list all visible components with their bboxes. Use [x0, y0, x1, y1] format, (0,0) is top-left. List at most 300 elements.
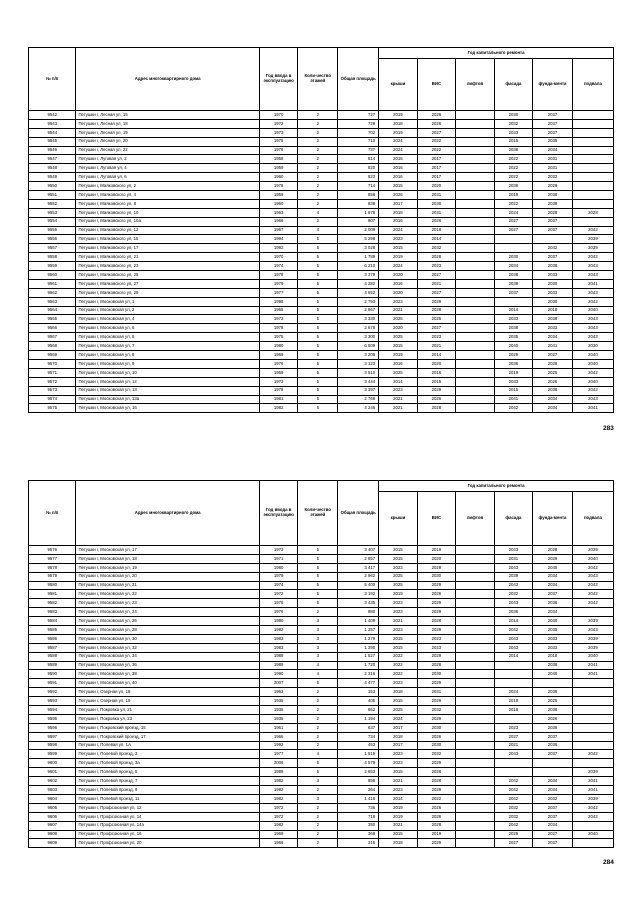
cell-year: 1978: [259, 271, 297, 280]
cell-area: 814: [338, 155, 379, 164]
cell-year: 1998: [259, 297, 297, 306]
cell-facade: 2023: [494, 723, 532, 732]
cell-floors: 3: [298, 777, 338, 786]
cell-facade: 2042: [494, 404, 532, 413]
cell-basement: [572, 759, 613, 768]
cell-address: Петушки г, Московская ул, 23: [76, 599, 259, 608]
cell-vis: 2019: [417, 546, 455, 555]
cell-num: 9606: [29, 812, 76, 821]
cell-roof: 2015: [379, 830, 417, 839]
cell-foundation: 2040: [533, 617, 573, 626]
cell-vis: 2018: [417, 226, 455, 235]
header-facade: фасада: [494, 59, 532, 111]
cell-year: 1966: [259, 839, 297, 848]
cell-basement: 2042: [572, 297, 613, 306]
header-floors: Коли-чество этажей: [298, 48, 338, 111]
table-row: [29, 271, 614, 280]
cell-elevators: [456, 119, 494, 128]
cell-floors: 4: [298, 670, 338, 679]
cell-floors: 4: [298, 208, 338, 217]
cell-roof: 2025: [379, 581, 417, 590]
cell-floors: 2: [298, 137, 338, 146]
cell-vis: 2028: [417, 617, 455, 626]
cell-roof: 2023: [379, 759, 417, 768]
cell-roof: 2016: [379, 155, 417, 164]
cell-vis: 2027: [417, 271, 455, 280]
cell-basement: 2039: [572, 617, 613, 626]
cell-area: 2 962: [338, 572, 379, 581]
cell-year: 1969: [259, 351, 297, 360]
cell-basement: [572, 137, 613, 146]
cell-address: Петушки г, Московская ул, 32: [76, 643, 259, 652]
cell-facade: 2014: [494, 617, 532, 626]
cell-area: 5 400: [338, 581, 379, 590]
cell-area: 1 720: [338, 661, 379, 670]
cell-vis: 2029: [417, 563, 455, 572]
cell-area: 820: [338, 164, 379, 173]
table-row: [29, 111, 614, 120]
cell-num: 9597: [29, 732, 76, 741]
cell-address: Петушки г, Лесная ул, 22: [76, 146, 259, 155]
cell-facade: 2021: [494, 741, 532, 750]
cell-roof: 2021: [379, 404, 417, 413]
cell-vis: 2030: [417, 741, 455, 750]
cell-address: Петушки г, Полевой проезд, 7: [76, 777, 259, 786]
cell-area: 1 194: [338, 714, 379, 723]
cell-facade: 2043: [494, 599, 532, 608]
cell-floors: 2: [298, 173, 338, 182]
cell-address: Петушки г, Маяковского ул, 17: [76, 244, 259, 253]
cell-basement: 2042: [572, 563, 613, 572]
cell-address: Петушки г, Маяковского ул, 25: [76, 271, 259, 280]
cell-basement: [572, 741, 613, 750]
cell-area: 880: [338, 608, 379, 617]
table-row: [29, 368, 614, 377]
cell-year: 1982: [259, 404, 297, 413]
cell-floors: 4: [298, 750, 338, 759]
cell-area: 734: [338, 732, 379, 741]
cell-floors: 5: [298, 581, 338, 590]
cell-floors: 5: [298, 563, 338, 572]
table-row: [29, 386, 614, 395]
cell-vis: 2031: [417, 208, 455, 217]
cell-area: 4 477: [338, 679, 379, 688]
cell-year: 1983: [259, 634, 297, 643]
cell-year: 1967: [259, 226, 297, 235]
cell-roof: 2025: [379, 572, 417, 581]
cell-address: Петушки г, Покровский проезд, 15: [76, 723, 259, 732]
cell-basement: [572, 146, 613, 155]
cell-vis: 2026: [417, 111, 455, 120]
cell-basement: [572, 714, 613, 723]
cell-area: 1 416: [338, 794, 379, 803]
cell-facade: 2022: [494, 173, 532, 182]
cell-num: 9604: [29, 794, 76, 803]
cell-num: 9563: [29, 297, 76, 306]
cell-address: Петушки г, Московская ул, 18: [76, 554, 259, 563]
cell-vis: 2029: [417, 599, 455, 608]
cell-basement: 2042: [572, 599, 613, 608]
cell-address: Петушки г, Московская ул, 28: [76, 626, 259, 635]
cell-elevators: [456, 652, 494, 661]
cell-vis: 2016: [417, 368, 455, 377]
cell-facade: 2015: [494, 386, 532, 395]
cell-elevators: [456, 262, 494, 271]
cell-foundation: 2025: [533, 697, 573, 706]
cell-year: 1990: [259, 670, 297, 679]
cell-elevators: [456, 732, 494, 741]
cell-facade: 2019: [494, 368, 532, 377]
cell-address: Петушки г, Полевой проезд, 3: [76, 750, 259, 759]
cell-area: 3 208: [338, 351, 379, 360]
cell-elevators: [456, 572, 494, 581]
cell-basement: 2039: [572, 235, 613, 244]
cell-area: 1 290: [338, 643, 379, 652]
cell-facade: 2029: [494, 830, 532, 839]
cell-basement: [572, 821, 613, 830]
cell-num: 9586: [29, 634, 76, 643]
cell-roof: 2021: [379, 395, 417, 404]
cell-area: 727: [338, 111, 379, 120]
cell-foundation: 2042: [533, 244, 573, 253]
cell-area: 1 878: [338, 208, 379, 217]
cell-roof: 2018: [379, 688, 417, 697]
table-row: [29, 794, 614, 803]
cell-year: 1963: [259, 688, 297, 697]
cell-basement: 2042: [572, 812, 613, 821]
cell-address: Петушки г, Маяковского ул, 4: [76, 191, 259, 200]
table-row: [29, 191, 614, 200]
cell-roof: 2018: [379, 119, 417, 128]
cell-basement: 2041: [572, 404, 613, 413]
cell-floors: 5: [298, 306, 338, 315]
cell-elevators: [456, 839, 494, 848]
cell-address: Петушки г, Лесная ул, 18: [76, 119, 259, 128]
cell-floors: 2: [298, 697, 338, 706]
table-row: [29, 235, 614, 244]
cell-num: 9591: [29, 679, 76, 688]
cell-address: Петушки г, Московская ул, 9: [76, 359, 259, 368]
cell-facade: 2032: [494, 590, 532, 599]
cell-elevators: [456, 386, 494, 395]
cell-facade: 2043: [494, 643, 532, 652]
cell-elevators: [456, 750, 494, 759]
cell-foundation: 2033: [533, 324, 573, 333]
header-area: Общая площадь: [338, 481, 379, 546]
cell-area: 1 789: [338, 253, 379, 262]
header-vis: ВИС: [417, 59, 455, 111]
cell-num: 9545: [29, 137, 76, 146]
cell-vis: 2014: [417, 235, 455, 244]
cell-floors: 5: [298, 279, 338, 288]
cell-num: 9546: [29, 146, 76, 155]
cell-floors: 4: [298, 661, 338, 670]
cell-roof: 2015: [379, 768, 417, 777]
cell-address: Петушки г, Профсоюзная ул, 16: [76, 830, 259, 839]
cell-foundation: 2036: [533, 723, 573, 732]
cell-basement: [572, 608, 613, 617]
cell-year: 1959: [259, 191, 297, 200]
cell-basement: 2040: [572, 830, 613, 839]
cell-basement: [572, 732, 613, 741]
cell-facade: 2032: [494, 803, 532, 812]
cell-facade: 2043: [494, 546, 532, 555]
cell-num: 9595: [29, 714, 76, 723]
cell-floors: 2: [298, 164, 338, 173]
cell-elevators: [456, 244, 494, 253]
cell-facade: 2043: [494, 634, 532, 643]
table-row: [29, 608, 614, 617]
cell-foundation: 2031: [533, 155, 573, 164]
cell-num: 9603: [29, 786, 76, 795]
cell-elevators: [456, 359, 494, 368]
cell-basement: 2043: [572, 324, 613, 333]
cell-year: 1965: [259, 306, 297, 315]
cell-elevators: [456, 563, 494, 572]
page-number: 283: [603, 425, 614, 432]
cell-basement: [572, 839, 613, 848]
table-row: [29, 714, 614, 723]
cell-vis: 2025: [417, 315, 455, 324]
cell-facade: [494, 768, 532, 777]
table-row: [29, 164, 614, 173]
cell-elevators: [456, 714, 494, 723]
cell-facade: 2036: [494, 146, 532, 155]
cell-num: 9568: [29, 342, 76, 351]
cell-address: Петушки г, Московская ул, 12: [76, 377, 259, 386]
table-row: [29, 759, 614, 768]
cell-area: 2 009: [338, 226, 379, 235]
cell-basement: [572, 164, 613, 173]
cell-elevators: [456, 395, 494, 404]
cell-basement: [572, 199, 613, 208]
cell-num: 9558: [29, 253, 76, 262]
cell-area: 6 210: [338, 262, 379, 271]
cell-num: 9583: [29, 608, 76, 617]
cell-floors: 2: [298, 111, 338, 120]
cell-facade: 2024: [494, 208, 532, 217]
cell-roof: 2015: [379, 554, 417, 563]
header-elevators: лифтов: [456, 492, 494, 546]
cell-vis: 2030: [417, 670, 455, 679]
cell-basement: 2041: [572, 670, 613, 679]
cell-area: 2 867: [338, 306, 379, 315]
cell-roof: 2019: [379, 253, 417, 262]
cell-address: Петушки г, Профсоюзная ул, 14а: [76, 821, 259, 830]
cell-elevators: [456, 377, 494, 386]
cell-facade: 2034: [494, 262, 532, 271]
cell-num: 9542: [29, 111, 76, 120]
cell-year: 2007: [259, 679, 297, 688]
cell-foundation: 2031: [533, 164, 573, 173]
cell-area: 6 509: [338, 342, 379, 351]
cell-vis: 2014: [417, 351, 455, 360]
cell-year: 1977: [259, 750, 297, 759]
cell-vis: 2032: [417, 706, 455, 715]
cell-address: Петушки г, Московская ул, 13: [76, 386, 259, 395]
cell-num: 9544: [29, 128, 76, 137]
cell-floors: 2: [298, 608, 338, 617]
cell-elevators: [456, 351, 494, 360]
cell-year: 1966: [259, 732, 297, 741]
table-row: [29, 821, 614, 830]
cell-foundation: 2018: [533, 652, 573, 661]
cell-basement: 2042: [572, 253, 613, 262]
cell-num: 9598: [29, 741, 76, 750]
cell-facade: [494, 244, 532, 253]
cell-year: 1994: [259, 235, 297, 244]
cell-elevators: [456, 812, 494, 821]
cell-foundation: 2037: [533, 226, 573, 235]
cell-floors: 5: [298, 768, 338, 777]
cell-area: 2 793: [338, 297, 379, 306]
cell-elevators: [456, 111, 494, 120]
cell-basement: 2040: [572, 554, 613, 563]
cell-num: 9556: [29, 235, 76, 244]
cell-foundation: 2030: [533, 279, 573, 288]
cell-address: Петушки г, Московская ул, 16: [76, 404, 259, 413]
cell-foundation: 2037: [533, 111, 573, 120]
cell-floors: 5: [298, 546, 338, 555]
cell-address: Петушки г, Лесная ул, 20: [76, 137, 259, 146]
cell-year: 1969: [259, 830, 297, 839]
cell-basement: 2040: [572, 377, 613, 386]
cell-address: Петушки г, Полевой проезд, 11: [76, 794, 259, 803]
cell-roof: 2019: [379, 111, 417, 120]
table-row: [29, 182, 614, 191]
cell-num: 9579: [29, 572, 76, 581]
cell-foundation: 2030: [533, 297, 573, 306]
cell-elevators: [456, 599, 494, 608]
cell-roof: 2019: [379, 803, 417, 812]
cell-address: Петушки г, Маяковского ул, 10: [76, 208, 259, 217]
cell-area: 5 298: [338, 235, 379, 244]
cell-vis: 2017: [417, 155, 455, 164]
cell-vis: 2029: [417, 759, 455, 768]
cell-basement: [572, 128, 613, 137]
cell-area: 2 653: [338, 768, 379, 777]
cell-elevators: [456, 581, 494, 590]
cell-num: 9576: [29, 546, 76, 555]
cell-roof: 2024: [379, 262, 417, 271]
cell-address: Петушки г, Полевой проезд, 9: [76, 786, 259, 795]
cell-vis: 2023: [417, 634, 455, 643]
cell-year: 1960: [259, 173, 297, 182]
cell-roof: 2015: [379, 244, 417, 253]
cell-year: 1982: [259, 786, 297, 795]
cell-basement: 2043: [572, 333, 613, 342]
cell-basement: 2040: [572, 306, 613, 315]
cell-roof: 2023: [379, 679, 417, 688]
cell-area: 3 435: [338, 599, 379, 608]
cell-floors: 2: [298, 128, 338, 137]
cell-year: 1982: [259, 777, 297, 786]
cell-address: Петушки г, Маяковского ул, 29: [76, 288, 259, 297]
cell-facade: 2038: [494, 271, 532, 280]
header-address: Адрес многоквартирного дома: [76, 481, 259, 546]
cell-vis: 2026: [417, 217, 455, 226]
cell-roof: 2016: [379, 173, 417, 182]
cell-basement: [572, 119, 613, 128]
cell-basement: 2043: [572, 572, 613, 581]
table-row: [29, 634, 614, 643]
cell-year: 1992: [259, 741, 297, 750]
cell-basement: [572, 155, 613, 164]
cell-basement: 2030: [572, 342, 613, 351]
cell-basement: [572, 706, 613, 715]
cell-elevators: [456, 723, 494, 732]
header-foundation: фунда-мента: [533, 59, 573, 111]
cell-basement: [572, 191, 613, 200]
cell-area: 4 282: [338, 279, 379, 288]
cell-elevators: [456, 173, 494, 182]
cell-area: 3 510: [338, 368, 379, 377]
header-repair-group: Год капитального ремонта: [379, 48, 614, 59]
cell-floors: 5: [298, 590, 338, 599]
cell-address: Петушки г, Покровка ул, 23: [76, 714, 259, 723]
cell-floors: 2: [298, 199, 338, 208]
cell-vis: 2030: [417, 723, 455, 732]
cell-num: 9554: [29, 217, 76, 226]
cell-basement: [572, 688, 613, 697]
cell-year: 1992: [259, 244, 297, 253]
cell-basement: [572, 679, 613, 688]
cell-roof: 2024: [379, 146, 417, 155]
cell-foundation: 2038: [533, 706, 573, 715]
cell-num: 9564: [29, 306, 76, 315]
cell-elevators: [456, 697, 494, 706]
cell-facade: 2043: [494, 750, 532, 759]
cell-year: 1976: [259, 599, 297, 608]
cell-address: Петушки г, Профсоюзная ул, 12: [76, 803, 259, 812]
cell-year: 1972: [259, 803, 297, 812]
cell-elevators: [456, 208, 494, 217]
cell-facade: 2042: [494, 777, 532, 786]
cell-facade: 2027: [494, 732, 532, 741]
cell-roof: 2016: [379, 279, 417, 288]
cell-address: Петушки г, Московская ул, 10: [76, 368, 259, 377]
cell-area: 364: [338, 786, 379, 795]
cell-elevators: [456, 643, 494, 652]
cell-roof: 2014: [379, 794, 417, 803]
cell-roof: 2021: [379, 821, 417, 830]
cell-year: 1976: [259, 359, 297, 368]
cell-year: 2006: [259, 759, 297, 768]
header-year: Год ввода в эксплуатацию: [259, 481, 297, 546]
cell-address: Петушки г, Маяковского ул, 10а: [76, 217, 259, 226]
cell-vis: 2017: [417, 173, 455, 182]
cell-address: Петушки г, Покровский проезд, 17: [76, 732, 259, 741]
cell-year: 1982: [259, 626, 297, 635]
cell-foundation: [533, 768, 573, 777]
cell-area: 2 678: [338, 324, 379, 333]
cell-elevators: [456, 164, 494, 173]
header-year: Год ввода в эксплуатацию: [259, 48, 297, 111]
cell-num: 9578: [29, 563, 76, 572]
cell-roof: 2023: [379, 235, 417, 244]
cell-floors: 3: [298, 643, 338, 652]
table-row: [29, 839, 614, 848]
table-row: [29, 173, 614, 182]
cell-area: 453: [338, 741, 379, 750]
cell-floors: 2: [298, 812, 338, 821]
cell-num: 9559: [29, 262, 76, 271]
cell-floors: 2: [298, 723, 338, 732]
cell-elevators: [456, 146, 494, 155]
table-row: [29, 768, 614, 777]
cell-year: 1973: [259, 377, 297, 386]
cell-facade: 2018: [494, 697, 532, 706]
